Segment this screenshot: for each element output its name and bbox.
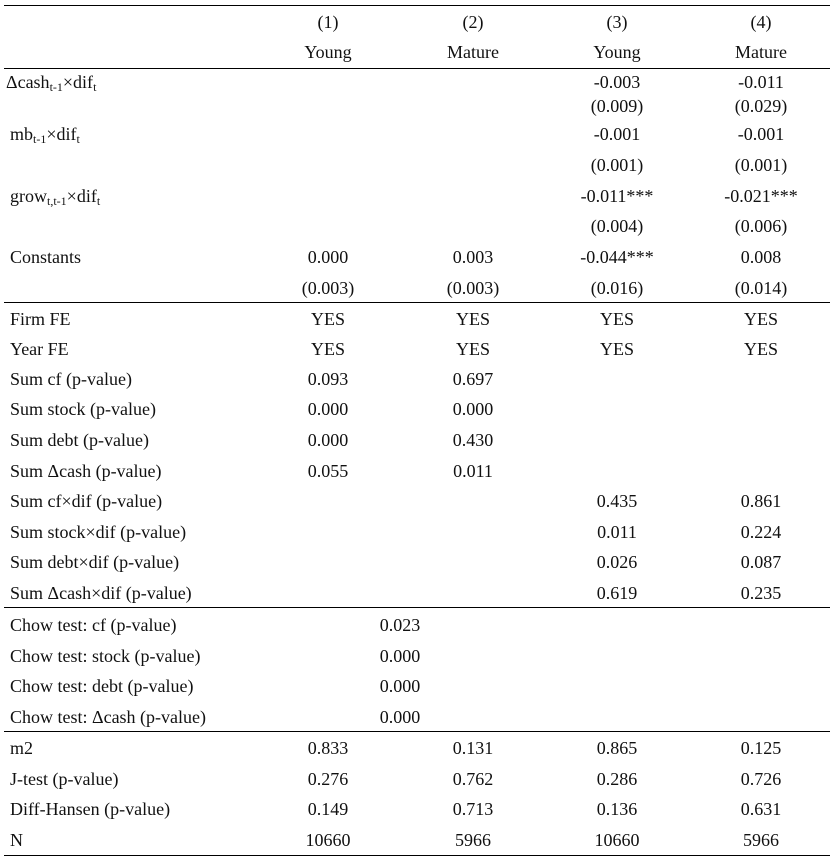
table-row	[0, 550, 836, 580]
cell-c3: 10660	[594, 830, 640, 850]
cell-c3: 0.435	[596, 491, 638, 511]
col-2-group: Mature	[447, 42, 499, 62]
row-label: Sum cf (p-value)	[10, 369, 132, 389]
cell-c4: 0.726	[740, 769, 782, 789]
row-label: Sum debt×dif (p-value)	[10, 552, 180, 572]
var-sub: t,t-1	[47, 194, 67, 208]
table-row	[0, 367, 836, 397]
cell-chow: 0.000	[379, 707, 421, 727]
row-label: Diff-Hansen (p-value)	[10, 799, 171, 819]
cell-c3: -0.011***	[580, 186, 654, 206]
table-row	[0, 797, 836, 827]
cell-c4-se: (0.006)	[734, 216, 788, 236]
col-3-number: (3)	[606, 12, 628, 32]
cell-c1: 0.055	[307, 461, 349, 481]
var-mid: ×dif	[62, 72, 94, 92]
table-row	[0, 736, 836, 766]
row-label	[6, 70, 96, 94]
table-row	[0, 674, 836, 704]
cell-c3: -0.044***	[580, 247, 654, 267]
cell-c3: -0.003	[593, 72, 641, 92]
table-row	[0, 459, 836, 489]
cell-c4: -0.011	[738, 72, 784, 92]
cell-c4-se: (0.001)	[734, 155, 788, 175]
row-label: N	[10, 830, 23, 850]
row-label: m2	[10, 738, 34, 758]
table-row-se	[0, 94, 836, 124]
row-label: Constants	[10, 247, 82, 267]
var-mid: ×dif	[46, 124, 77, 144]
cell-c4: 0.125	[740, 738, 782, 758]
col-3-group: Young	[593, 42, 641, 62]
cell-c3: 0.136	[596, 799, 638, 819]
cell-c4: YES	[743, 339, 779, 359]
top-rule	[4, 5, 830, 6]
cell-c1: 0.276	[307, 769, 349, 789]
cell-chow: 0.000	[379, 676, 421, 696]
col-4-group: Mature	[735, 42, 787, 62]
cell-c4: 0.235	[740, 583, 782, 603]
table-row	[0, 767, 836, 797]
cell-c1-se: (0.003)	[301, 278, 355, 298]
cell-c3-se: (0.001)	[590, 155, 644, 175]
cell-c4: 0.087	[740, 552, 782, 572]
header-group-row	[0, 40, 836, 70]
row-label: J-test (p-value)	[10, 769, 119, 789]
row-label	[10, 122, 80, 146]
cell-c3: -0.001	[593, 124, 641, 144]
var-sub2: t	[93, 80, 97, 94]
bottom-rule	[4, 855, 830, 856]
cell-chow: 0.000	[379, 646, 421, 666]
var-base: mb	[10, 124, 34, 144]
cell-c2: 0.430	[452, 430, 494, 450]
cell-c2: 0.131	[452, 738, 494, 758]
cell-c3: 0.619	[596, 583, 638, 603]
cell-c2: 0.003	[452, 247, 494, 267]
cell-c3-se: (0.004)	[590, 216, 644, 236]
var-sub: t-1	[33, 132, 47, 146]
row-label: Firm FE	[10, 309, 71, 329]
row-label: Sum Δcash×dif (p-value)	[10, 583, 192, 603]
cell-c3: 0.011	[597, 522, 637, 542]
cell-c3: YES	[599, 339, 635, 359]
cell-c2: 0.713	[452, 799, 494, 819]
col-1-group: Young	[304, 42, 352, 62]
table-row	[0, 644, 836, 674]
cell-c4: YES	[743, 309, 779, 329]
cell-c2: 0.697	[452, 369, 494, 389]
cell-c3: 0.286	[596, 769, 638, 789]
cell-c4: -0.021***	[724, 186, 798, 206]
cell-c4: 5966	[743, 830, 779, 850]
row-label	[10, 184, 100, 208]
var-mid: ×dif	[66, 186, 97, 206]
row-label: Sum stock×dif (p-value)	[10, 522, 187, 542]
header-rule	[4, 68, 830, 69]
cell-c1: 0.833	[307, 738, 349, 758]
row-label: Sum debt (p-value)	[10, 430, 149, 450]
cell-c2: 5966	[455, 830, 491, 850]
table-row	[0, 520, 836, 550]
header-number-row	[0, 10, 836, 40]
table-row	[0, 828, 836, 858]
col-4-number: (4)	[750, 12, 772, 32]
table-row-se	[0, 214, 836, 244]
row-label: Chow test: debt (p-value)	[10, 676, 194, 696]
section-rule	[4, 302, 830, 303]
table-row	[0, 245, 836, 275]
col-1-number: (1)	[317, 12, 339, 32]
cell-c3: 0.865	[596, 738, 638, 758]
var-base: Δcash	[6, 72, 50, 92]
table-row	[0, 184, 836, 214]
var-sub: t-1	[49, 80, 63, 94]
cell-c4: 0.008	[740, 247, 782, 267]
cell-c1: YES	[310, 309, 346, 329]
cell-c4: 0.224	[740, 522, 782, 542]
cell-c1: 0.000	[307, 430, 349, 450]
cell-c4: -0.001	[737, 124, 785, 144]
table-row	[0, 307, 836, 337]
cell-c1: 0.000	[307, 399, 349, 419]
cell-c2: 0.011	[453, 461, 493, 481]
cell-c1: 0.000	[307, 247, 349, 267]
cell-c2: YES	[455, 339, 491, 359]
cell-c4-se: (0.014)	[734, 278, 788, 298]
cell-c2: YES	[455, 309, 491, 329]
cell-c1: 0.149	[307, 799, 349, 819]
table-row	[0, 428, 836, 458]
cell-c2: 0.000	[452, 399, 494, 419]
cell-c1: YES	[310, 339, 346, 359]
table-row	[0, 613, 836, 643]
row-label: Chow test: Δcash (p-value)	[10, 707, 207, 727]
row-label: Sum Δcash (p-value)	[10, 461, 162, 481]
row-label: Year FE	[10, 339, 69, 359]
cell-c2: 0.762	[452, 769, 494, 789]
section-rule	[4, 731, 830, 732]
row-label: Chow test: cf (p-value)	[10, 615, 177, 635]
row-label: Chow test: stock (p-value)	[10, 646, 201, 666]
table-row	[0, 489, 836, 519]
cell-c3-se: (0.009)	[590, 96, 644, 116]
cell-c2-se: (0.003)	[446, 278, 500, 298]
cell-c4: 0.631	[740, 799, 782, 819]
cell-c3: YES	[599, 309, 635, 329]
row-label: Sum stock (p-value)	[10, 399, 156, 419]
row-label: Sum cf×dif (p-value)	[10, 491, 163, 511]
var-base: grow	[10, 186, 47, 206]
var-sub2: t	[76, 132, 80, 146]
table-row	[0, 337, 836, 367]
cell-c4: 0.861	[740, 491, 782, 511]
table-row	[0, 122, 836, 152]
section-rule	[4, 607, 830, 608]
cell-c1: 0.093	[307, 369, 349, 389]
cell-chow: 0.023	[379, 615, 421, 635]
cell-c4-se: (0.029)	[734, 96, 788, 116]
cell-c1: 10660	[305, 830, 351, 850]
var-sub2: t	[96, 194, 101, 208]
cell-c3: 0.026	[596, 552, 638, 572]
cell-c3-se: (0.016)	[590, 278, 644, 298]
table-row-se	[0, 153, 836, 183]
col-2-number: (2)	[462, 12, 484, 32]
table-row	[0, 397, 836, 427]
